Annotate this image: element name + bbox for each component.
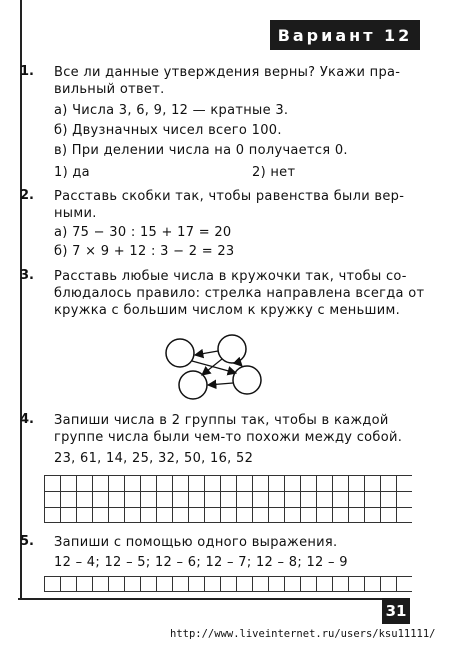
task3-number: 3.	[20, 268, 34, 283]
task5-expressions: 12 – 4; 12 – 5; 12 – 6; 12 – 7; 12 – 8; 12 – 9	[54, 555, 348, 570]
arrow-5	[208, 383, 233, 385]
task4-question-line1: Запиши числа в 2 группы так, чтобы в каждой	[54, 413, 389, 428]
arrow-2	[238, 362, 242, 366]
answer-grid-task4[interactable]	[44, 475, 412, 523]
arrow-1	[195, 351, 218, 355]
task4-number-list: 23, 61, 14, 25, 32, 50, 16, 52	[54, 451, 254, 466]
task4-number: 4.	[20, 412, 34, 427]
task2-question-line1: Расставь скобки так, чтобы равенства были вер-	[54, 189, 405, 204]
task2-equation-a: а) 75 − 30 : 15 + 17 = 20	[54, 225, 232, 240]
left-margin-line	[20, 0, 22, 600]
page-number: 31	[382, 598, 410, 624]
task1-statement-a: а) Числа 3, 6, 9, 12 — кратные 3.	[54, 103, 289, 118]
arrow-4	[202, 359, 222, 375]
bottom-rule	[18, 598, 382, 600]
source-url[interactable]: http://www.liveinternet.ru/users/ksu11111/	[170, 628, 436, 640]
circle-bottom	[179, 371, 207, 399]
answer-grid-task5[interactable]	[44, 576, 412, 592]
task3-question-line3: кружка с большим числом к кружку с меньшим.	[54, 303, 401, 318]
task1-option-yes: 1) да	[54, 165, 90, 180]
circle-top-left	[166, 339, 194, 367]
task5-question: Запиши с помощью одного выражения.	[54, 535, 338, 550]
answer-grid-task4-lines	[44, 475, 412, 523]
task1-statement-b: б) Двузначных чисел всего 100.	[54, 123, 282, 138]
task3-question-line1: Расставь любые числа в кружочки так, чтобы со-	[54, 269, 407, 284]
task5-number: 5.	[20, 534, 34, 549]
task2-equation-b: б) 7 × 9 + 12 : 3 − 2 = 23	[54, 244, 235, 259]
circles-diagram	[150, 325, 280, 405]
variant-badge: Вариант 12	[270, 20, 420, 50]
task3-question-line2: блюдалось правило: стрелка направлена всегда от	[54, 286, 425, 301]
task1-statement-c: в) При делении числа на 0 получается 0.	[54, 143, 348, 158]
task2-question-line2: ными.	[54, 206, 97, 221]
circle-right	[233, 366, 261, 394]
task1-option-no: 2) нет	[252, 165, 296, 180]
task2-number: 2.	[20, 188, 34, 203]
answer-grid-task5-lines	[44, 576, 412, 592]
task1-number: 1.	[20, 64, 34, 79]
task4-question-line2: группе числа были чем-то похожи между собой.	[54, 430, 403, 445]
task1-question-line1: Все ли данные утверждения верны? Укажи пра-	[54, 65, 401, 80]
task1-question-line2: вильный ответ.	[54, 82, 165, 97]
circle-top-right	[218, 335, 246, 363]
